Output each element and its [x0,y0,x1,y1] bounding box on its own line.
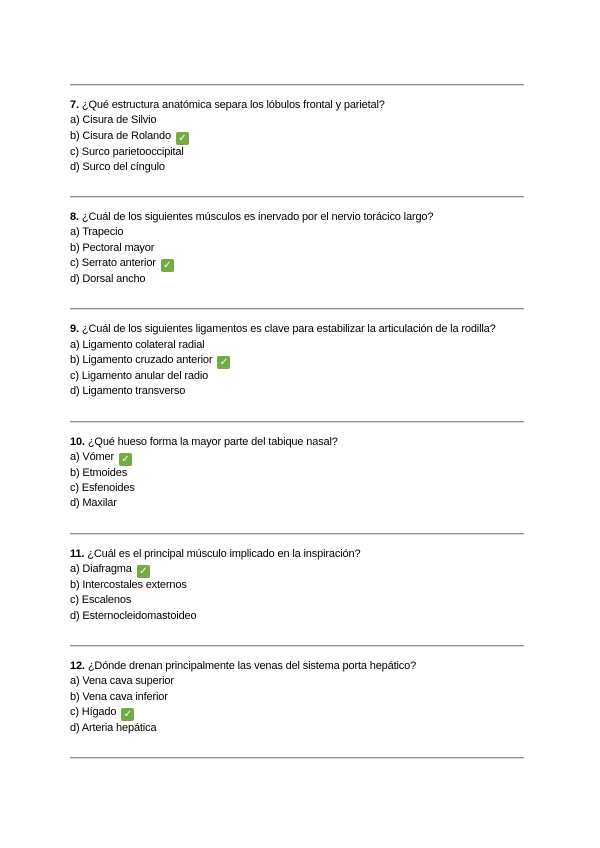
question-block-11 [70,535,524,645]
question-text: ¿Qué estructura anatómica separa los lóbulos frontal y parietal? [81,99,385,111]
option-row [70,369,524,384]
option-text: c) Serrato anterior [70,257,156,270]
question-block-8 [70,198,524,308]
option-text: b) Ligamento cruzado anterior [70,353,213,366]
option-row [70,466,524,481]
option-row [70,690,524,705]
question-title [70,210,524,225]
question-number: 10. [70,435,85,448]
option-row [70,241,524,256]
option-row [70,481,524,496]
question-title [70,547,524,562]
check-glyph: ✓ [121,453,130,465]
option-row [70,272,524,287]
option-text: a) Vómer [70,450,115,463]
option-row [70,129,524,145]
option-text: d) Ligamento transverso [70,385,186,398]
option-row [70,256,524,272]
option-text: d) Dorsal ancho [70,273,146,286]
option-text: c) Surco parietooccipital [70,145,184,158]
option-text: b) Etmoides [70,466,128,479]
option-row [70,496,524,511]
question-text: ¿Qué hueso forma la mayor parte del tabique nasal? [87,435,338,448]
option-text: c) Esfenoides [70,482,135,495]
option-text: d) Maxilar [70,497,117,510]
correct-checkmark-icon [121,708,134,721]
option-text: b) Vena cava inferior [70,690,168,703]
option-text: a) Trapecio [70,226,124,239]
option-row [70,338,524,353]
option-row [70,609,524,624]
section-divider [70,757,524,759]
option-row [70,353,524,369]
option-text: d) Esternocleidomastoideo [70,609,197,622]
option-text: a) Ligamento colateral radial [70,338,205,351]
question-number: 7. [70,99,79,111]
question-block-12 [70,647,524,757]
option-text: a) Cisura de Silvio [70,114,157,127]
option-row [70,160,524,175]
option-text: d) Surco del cíngulo [70,160,165,173]
option-row [70,578,524,593]
question-title [70,659,524,674]
question-title [70,98,524,113]
correct-checkmark-icon [176,132,189,145]
question-title [70,435,524,450]
question-block-10 [70,423,524,533]
option-text: a) Diafragma [70,563,132,576]
question-number: 8. [70,211,79,224]
question-number: 11. [70,547,85,560]
check-glyph: ✓ [123,708,133,720]
check-glyph: ✓ [139,566,148,578]
option-text: b) Pectoral mayor [70,241,155,254]
option-row [70,113,524,128]
correct-checkmark-icon [137,565,150,578]
option-row [70,674,524,689]
option-row [70,721,524,736]
option-text: c) Ligamento anular del radio [70,369,209,382]
option-text: a) Vena cava superior [70,675,174,688]
check-glyph: ✓ [178,132,187,144]
option-row [70,225,524,240]
question-text: ¿Dónde drenan principalmente las venas del sistema porta hepático? [87,659,417,672]
option-text: c) Hígado [70,705,117,718]
option-text: b) Intercostales externos [70,579,187,592]
option-row [70,705,524,721]
question-number: 9. [70,323,79,336]
question-number: 12. [70,659,85,672]
question-text: ¿Cuál de los siguientes músculos es inervado por el nervio torácico largo? [81,211,434,224]
correct-checkmark-icon [217,356,230,369]
option-row [70,384,524,399]
quiz-content [70,0,524,759]
option-row [70,593,524,608]
option-row [70,145,524,160]
option-text: b) Cisura de Rolando [70,129,171,142]
option-row [70,450,524,466]
question-block-7 [70,86,524,196]
question-title [70,322,524,337]
check-glyph: ✓ [163,260,172,272]
question-block-9 [70,310,524,420]
option-row [70,562,524,578]
correct-checkmark-icon [161,259,174,272]
option-text: c) Escalenos [70,594,132,607]
question-text: ¿Cuál es el principal músculo implicado en la inspiración? [87,547,361,560]
option-text: d) Arteria hepática [70,721,157,734]
correct-checkmark-icon [119,453,132,466]
check-glyph: ✓ [219,356,229,368]
question-text: ¿Cuál de los siguientes ligamentos es clave para estabilizar la articulación de la rodilla? [81,323,496,336]
